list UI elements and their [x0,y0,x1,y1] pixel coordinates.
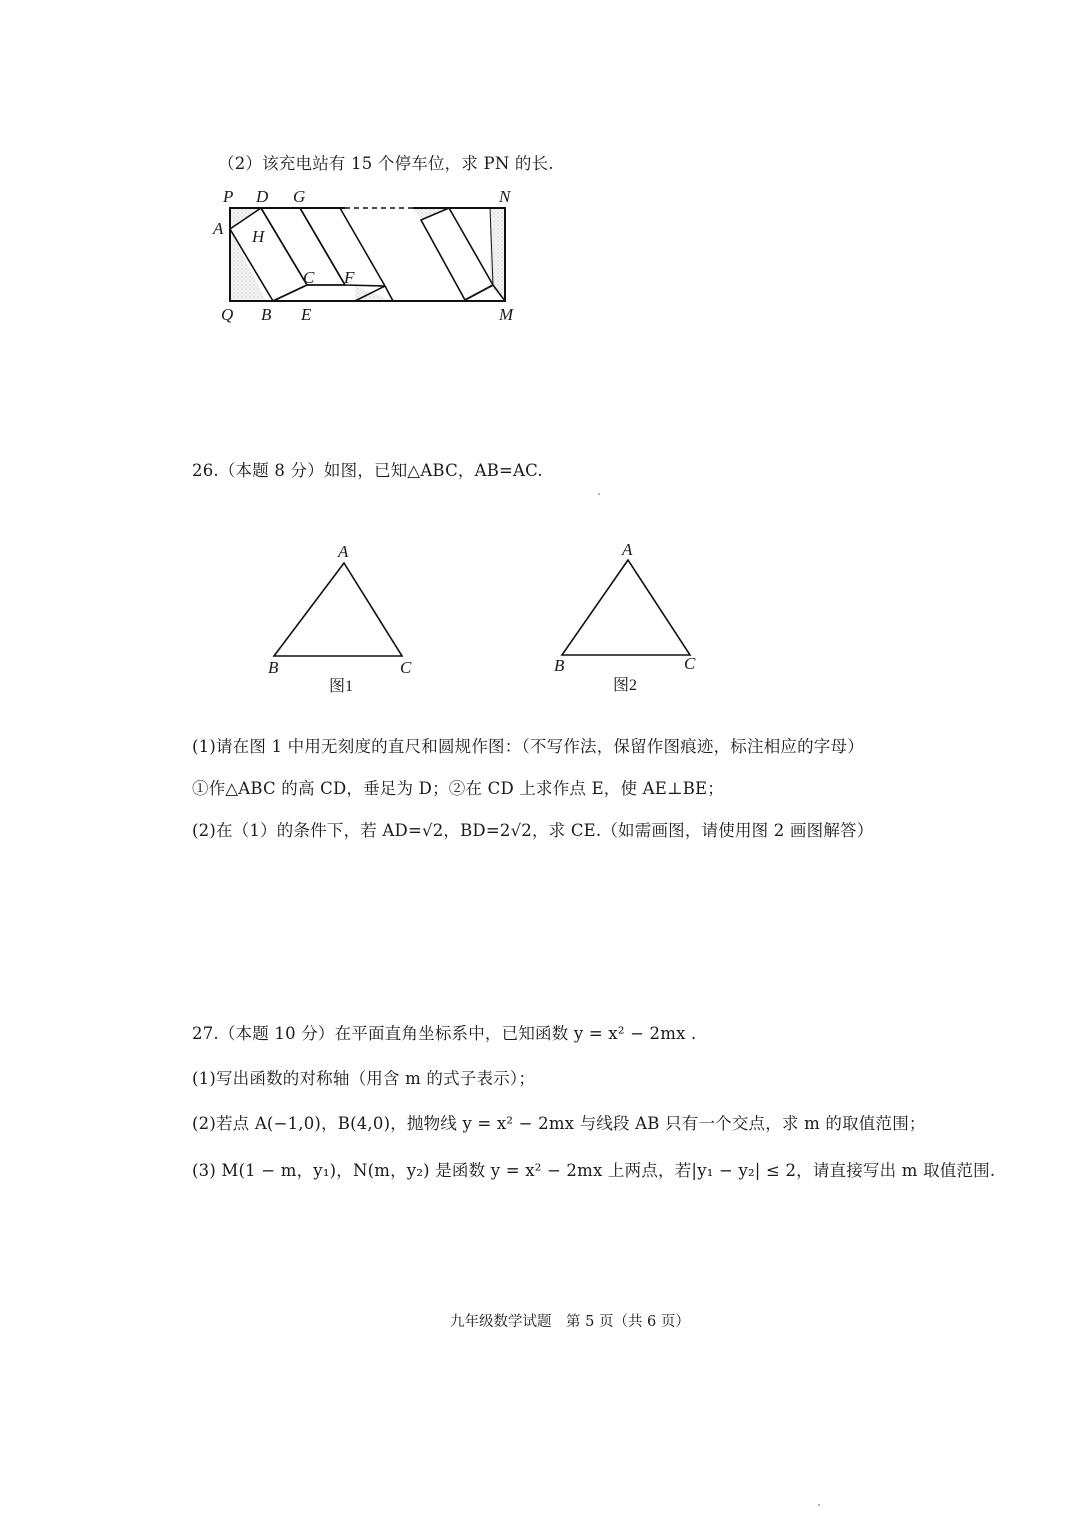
label-N: N [499,187,511,206]
label-F: F [344,268,355,287]
scan-speck [598,493,600,495]
fig1-label-C: C [400,658,412,677]
triangle-abc-1 [274,563,402,656]
q25-part2-text: （2）该充电站有 15 个停车位，求 PN 的长. [218,154,554,173]
label-G: G [293,187,306,206]
q26-part2: (2)在（1）的条件下，若 AD=√2，BD=2√2，求 CE.（如需画图，请使用图 2 画图解答） [192,821,874,840]
page-footer: 九年级数学试题 第 5 页（共 6 页） [450,1314,690,1330]
label-H: H [252,227,265,246]
slot-last [421,208,493,300]
fig2-label-B: B [554,656,565,675]
label-C: C [303,268,315,287]
label-M: M [499,305,514,324]
fig2-label-C: C [684,654,696,673]
q26-part1-steps: ①作△ABC 的高 CD，垂足为 D；②在 CD 上求作点 E，使 AE⊥BE； [192,779,725,798]
label-B: B [261,305,272,324]
fig1-caption: 图1 [329,678,354,695]
figure-2-triangle [548,538,718,698]
fig2-caption: 图2 [613,677,638,694]
parking-figure [205,180,535,330]
q27-header: 27.（本题 10 分）在平面直角坐标系中，已知函数 y = x² − 2mx . [192,1024,697,1043]
q26-part1: (1)请在图 1 中用无刻度的直尺和圆规作图：（不写作法，保留作图痕迹，标注相应的字母） [192,737,864,756]
fig1-label-B: B [268,658,279,677]
label-A: A [213,219,224,238]
q27-part3: (3) M(1 − m，y₁)，N(m，y₂) 是函数 y = x² − 2mx 上两点，若|y₁ − y₂| ≤ 2，请直接写出 m 取值范围. [192,1161,996,1180]
label-D: D [256,187,269,206]
q27-part1: (1)写出函数的对称轴（用含 m 的式子表示）； [192,1069,536,1088]
fig2-label-A: A [622,540,633,559]
label-Q: Q [221,305,234,324]
q27-part2: (2)若点 A(−1,0)，B(4,0)，抛物线 y = x² − 2mx 与线段 AB 只有一个交点，求 m 的取值范围； [192,1114,926,1133]
fig1-label-A: A [338,542,349,561]
figure-1-triangle [262,538,432,698]
label-E: E [301,305,312,324]
triangle-abc-2 [562,560,690,655]
label-P: P [223,187,234,206]
q26-header: 26.（本题 8 分）如图，已知△ABC，AB=AC. [192,461,543,480]
scan-speck [818,1504,820,1506]
